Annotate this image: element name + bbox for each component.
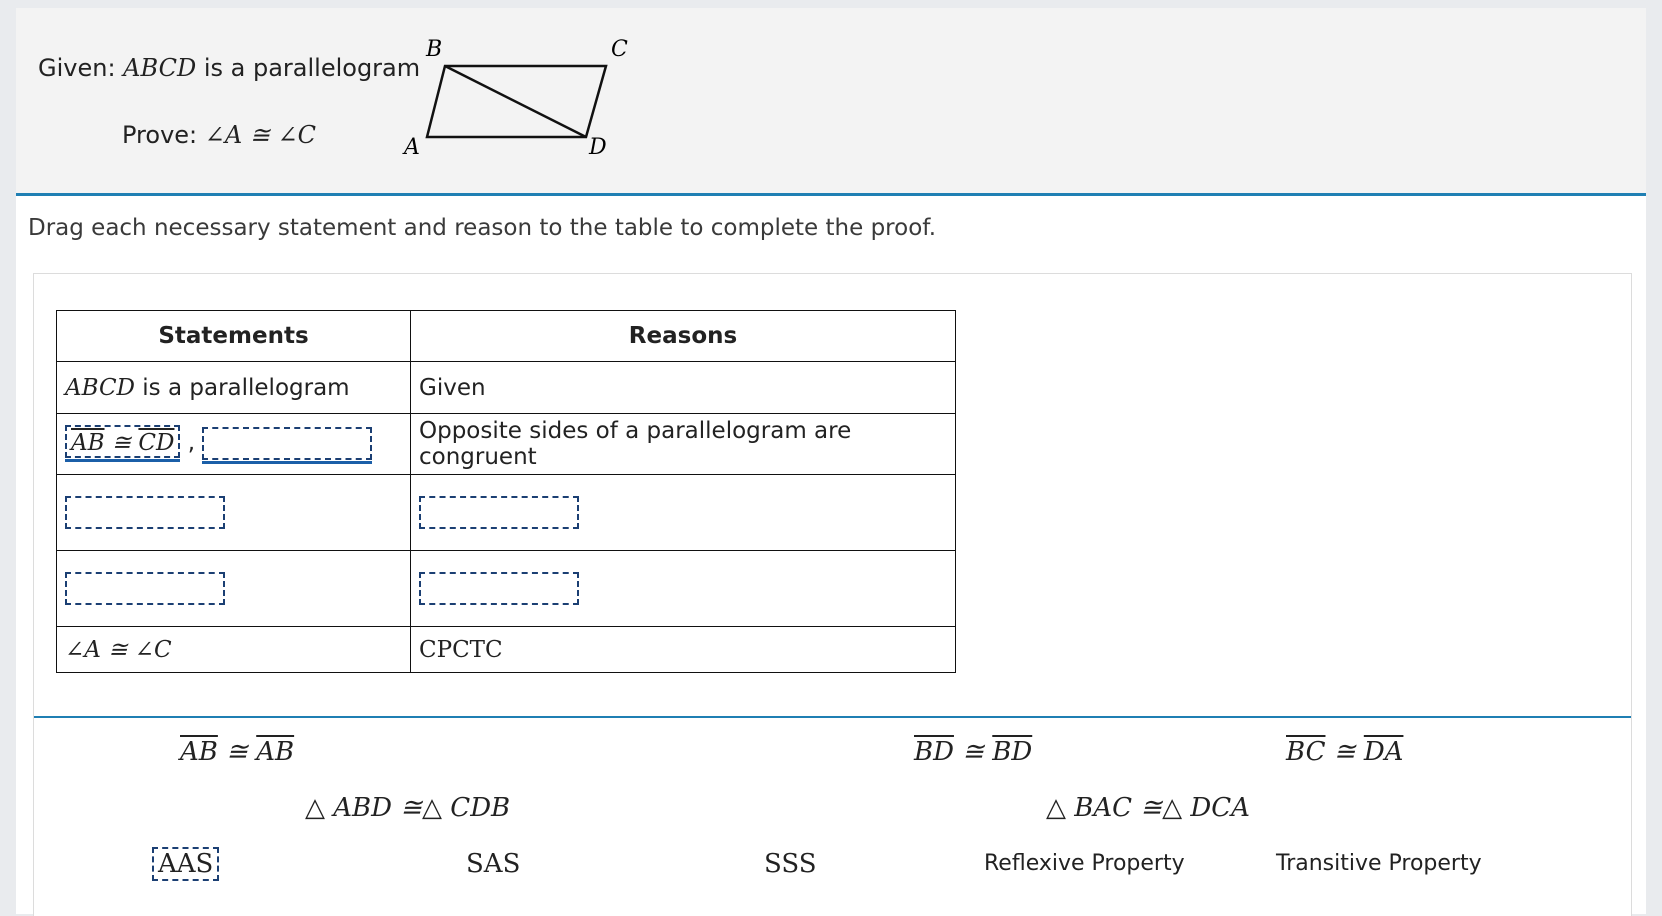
congruent-symbol: ≅	[953, 737, 993, 767]
reason-cell	[411, 475, 956, 551]
parallelogram-figure	[404, 34, 646, 164]
placed-tile-ab-cd[interactable]	[65, 425, 180, 458]
problem-header	[16, 8, 1646, 196]
statement-text: is a parallelogram	[134, 374, 350, 401]
tile-bank-divider	[34, 716, 1631, 718]
empty-dropzone-underline	[202, 427, 372, 464]
diagonal-bd	[445, 66, 586, 137]
given-prefix: Given:	[38, 54, 124, 82]
given-statement	[38, 54, 420, 82]
reason-dropzone[interactable]	[419, 572, 579, 605]
prove-prefix: Prove:	[122, 121, 205, 149]
filled-dropzone-underline	[65, 425, 180, 462]
given-suffix: is a parallelogram	[196, 54, 421, 82]
statement-cell: ∠A ≅ ∠C	[57, 627, 411, 673]
segment-bd: $\overline{BD}$	[914, 737, 954, 767]
statement-dropzone[interactable]	[202, 427, 372, 460]
segment-ab: $\overline{AB}$	[71, 429, 105, 456]
prove-statement	[122, 121, 316, 149]
segment-ab: $\overline{AB}$	[256, 737, 295, 767]
tile-sas[interactable]: SAS	[466, 849, 521, 879]
statements-header: Statements	[57, 311, 411, 362]
segment-bd: $\overline{BD}$	[992, 737, 1033, 767]
tile-ab-congruent-ab[interactable]	[180, 737, 294, 767]
instruction-text: Drag each necessary statement and reason to the table to complete the proof.	[28, 215, 937, 241]
vertex-label-a: A	[404, 135, 420, 160]
vertex-label-d: D	[589, 135, 607, 160]
given-math: ABCD	[123, 54, 197, 82]
table-row	[57, 475, 956, 551]
prove-math: ∠A ≅ ∠C	[204, 121, 317, 149]
congruent-symbol: ≅	[217, 737, 257, 767]
tile-aas[interactable]: AAS	[152, 847, 219, 881]
table-row	[57, 551, 956, 627]
congruent-symbol: ≅	[1325, 737, 1364, 767]
tile-sss[interactable]: SSS	[764, 849, 817, 879]
vertex-label-b: B	[426, 37, 443, 62]
table-header-row	[57, 311, 956, 362]
page	[16, 8, 1646, 914]
segment-bc: $\overline{BC}$	[1286, 737, 1326, 767]
tile-bc-congruent-da[interactable]	[1286, 737, 1403, 767]
statement-dropzone[interactable]	[65, 572, 225, 605]
table-row	[57, 414, 956, 475]
statement-cell	[57, 362, 411, 414]
segment-da: $\overline{DA}$	[1363, 737, 1404, 767]
reason-cell: Opposite sides of a parallelogram are congruent	[411, 414, 956, 475]
statement-cell	[57, 414, 411, 475]
tile-reflexive-property[interactable]: Reflexive Property	[984, 851, 1185, 876]
statement-cell	[57, 475, 411, 551]
congruent-symbol: ≅	[104, 429, 139, 456]
statement-cell	[57, 551, 411, 627]
table-row	[57, 362, 956, 414]
tile-triangle-bac-dca[interactable]: △ BAC ≅△ DCA	[1046, 793, 1250, 823]
reason-cell	[411, 551, 956, 627]
vertex-label-c: C	[611, 37, 628, 62]
separator: ,	[180, 429, 196, 456]
statement-math: ABCD	[65, 374, 135, 401]
tile-transitive-property[interactable]: Transitive Property	[1276, 851, 1482, 876]
tile-bd-congruent-bd[interactable]	[914, 737, 1032, 767]
reason-cell: CPCTC	[411, 627, 956, 673]
proof-table	[56, 310, 956, 673]
segment-ab: $\overline{AB}$	[180, 737, 218, 767]
statement-dropzone[interactable]	[65, 496, 225, 529]
segment-cd: $\overline{CD}$	[138, 429, 175, 456]
table-row	[57, 627, 956, 673]
reason-dropzone[interactable]	[419, 496, 579, 529]
reasons-header: Reasons	[411, 311, 956, 362]
tile-triangle-abd-cdb[interactable]: △ ABD ≅△ CDB	[305, 793, 511, 823]
drag-drop-workspace	[33, 273, 1632, 916]
reason-cell: Given	[411, 362, 956, 414]
